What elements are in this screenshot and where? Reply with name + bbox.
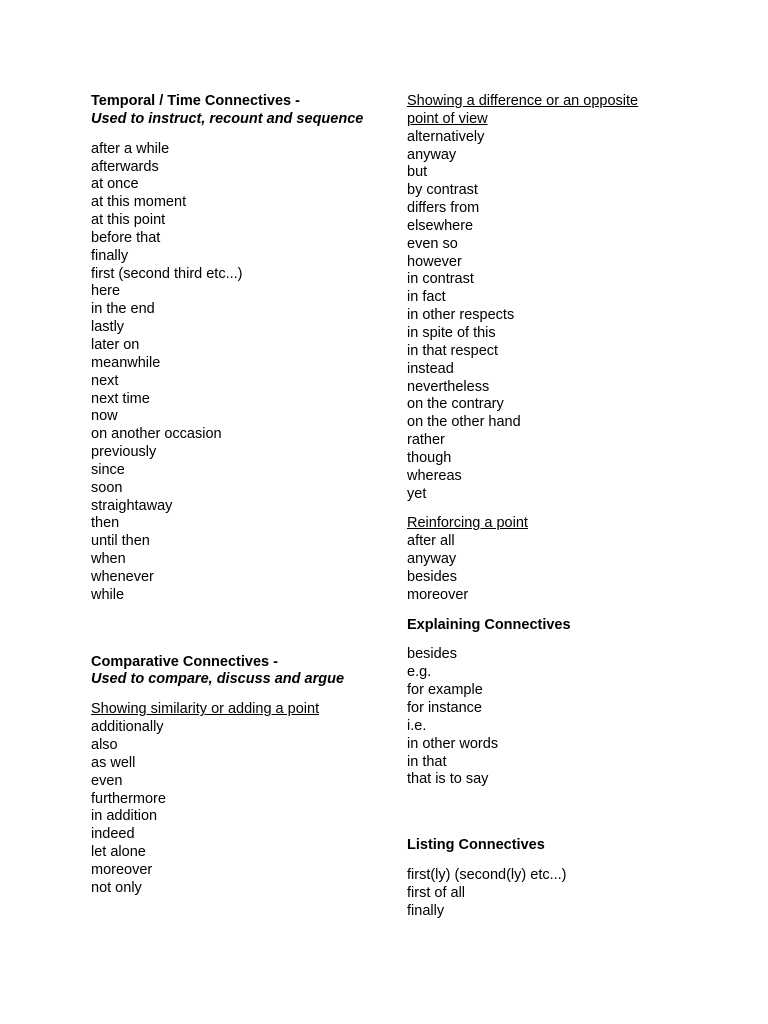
- list-item: in fact: [407, 289, 446, 306]
- list-item: at once: [91, 176, 139, 193]
- difference-section: [407, 93, 707, 503]
- list-item: besides: [407, 646, 457, 663]
- list-item: whereas: [407, 467, 462, 484]
- list-item: soon: [91, 479, 123, 496]
- list-item: first(ly) (second(ly) etc...): [407, 867, 567, 884]
- list-item: i.e.: [407, 717, 427, 734]
- list-item: on the contrary: [407, 396, 504, 413]
- comparative-section: [91, 654, 381, 898]
- temporal-heading: Temporal / Time Connectives -: [91, 93, 300, 109]
- list-item: in spite of this: [407, 324, 496, 341]
- list-item: in other words: [407, 735, 499, 752]
- list-item: lastly: [91, 319, 125, 336]
- listing-section: [407, 837, 707, 920]
- list-item: finally: [407, 902, 445, 919]
- list-item: also: [91, 737, 118, 753]
- list-item: rather: [407, 432, 445, 449]
- explaining-list: [407, 646, 707, 789]
- listing-list: [407, 867, 707, 921]
- list-item: anyway: [407, 551, 457, 568]
- temporal-section: [91, 93, 381, 605]
- list-item: after all: [407, 533, 455, 550]
- list-item: until then: [91, 533, 150, 550]
- list-item: at this moment: [91, 194, 187, 211]
- list-item: when: [91, 551, 126, 568]
- comparative-subheading: Used to compare, discuss and argue: [91, 671, 345, 688]
- list-item: for instance: [407, 700, 482, 716]
- list-item: first (second third etc...): [91, 265, 243, 282]
- difference-title: Showing a difference or an opposite point of view: [407, 93, 639, 127]
- listing-heading: Listing Connectives: [407, 837, 545, 854]
- list-item: as well: [91, 754, 136, 771]
- list-item: in that respect: [407, 342, 499, 359]
- similarity-title: Showing similarity or adding a point: [91, 701, 320, 718]
- list-item: even: [91, 772, 123, 789]
- list-item: though: [407, 449, 452, 466]
- list-item: additionally: [91, 719, 164, 736]
- explaining-section: [407, 617, 707, 790]
- comparative-heading: Comparative Connectives -: [91, 653, 278, 670]
- difference-list: [407, 129, 707, 504]
- list-item: furthermore: [91, 790, 166, 807]
- list-item: in other respects: [407, 307, 515, 324]
- list-item: while: [91, 586, 125, 603]
- reinforcing-title: Reinforcing a point: [407, 515, 528, 532]
- list-item: however: [407, 253, 462, 270]
- list-item: since: [91, 461, 125, 478]
- list-item: at this point: [91, 212, 166, 229]
- list-item: previously: [91, 444, 157, 461]
- list-item: straightaway: [91, 497, 173, 514]
- list-item: meanwhile: [91, 354, 161, 371]
- list-item: moreover: [407, 586, 469, 603]
- list-item: now: [91, 408, 118, 425]
- list-item: even so: [407, 235, 458, 252]
- list-item: after a while: [91, 140, 170, 157]
- temporal-list: [91, 141, 381, 605]
- list-item: on another occasion: [91, 426, 222, 443]
- list-item: differs from: [407, 200, 480, 217]
- list-item: that is to say: [407, 771, 489, 788]
- list-item: in contrast: [407, 271, 474, 288]
- list-item: afterwards: [91, 158, 159, 175]
- list-item: let alone: [91, 844, 146, 861]
- list-item: moreover: [91, 861, 153, 878]
- reinforcing-section: [407, 515, 707, 604]
- list-item: alternatively: [407, 128, 485, 145]
- list-item: in that: [407, 753, 447, 770]
- right-column: [407, 93, 707, 921]
- list-item: before that: [91, 229, 161, 246]
- list-item: anyway: [407, 146, 457, 163]
- list-item: e.g.: [407, 664, 432, 681]
- list-item: whenever: [91, 568, 154, 585]
- list-item: later on: [91, 336, 140, 353]
- explaining-heading: Explaining Connectives: [407, 616, 571, 633]
- list-item: by contrast: [407, 182, 478, 199]
- list-item: on the other hand: [407, 414, 521, 431]
- list-item: in the end: [91, 301, 155, 318]
- list-item: then: [91, 515, 120, 532]
- list-item: yet: [407, 485, 427, 502]
- list-item: but: [407, 164, 428, 181]
- list-item: nevertheless: [407, 378, 490, 395]
- list-item: instead: [407, 360, 454, 377]
- list-item: next time: [91, 390, 150, 407]
- list-item: for example: [407, 682, 483, 699]
- temporal-subheading: Used to instruct, recount and sequence: [91, 110, 364, 127]
- list-item: besides: [407, 568, 457, 585]
- list-item: in addition: [91, 808, 158, 825]
- list-item: finally: [91, 247, 129, 264]
- list-item: not only: [91, 879, 142, 896]
- list-item: first of all: [407, 884, 466, 901]
- list-item: indeed: [91, 826, 135, 843]
- list-item: here: [91, 283, 121, 300]
- list-item: elsewhere: [407, 217, 474, 234]
- list-item: next: [91, 372, 119, 389]
- similarity-list: [91, 719, 381, 897]
- left-column: [91, 93, 381, 898]
- reinforcing-list: [407, 533, 707, 604]
